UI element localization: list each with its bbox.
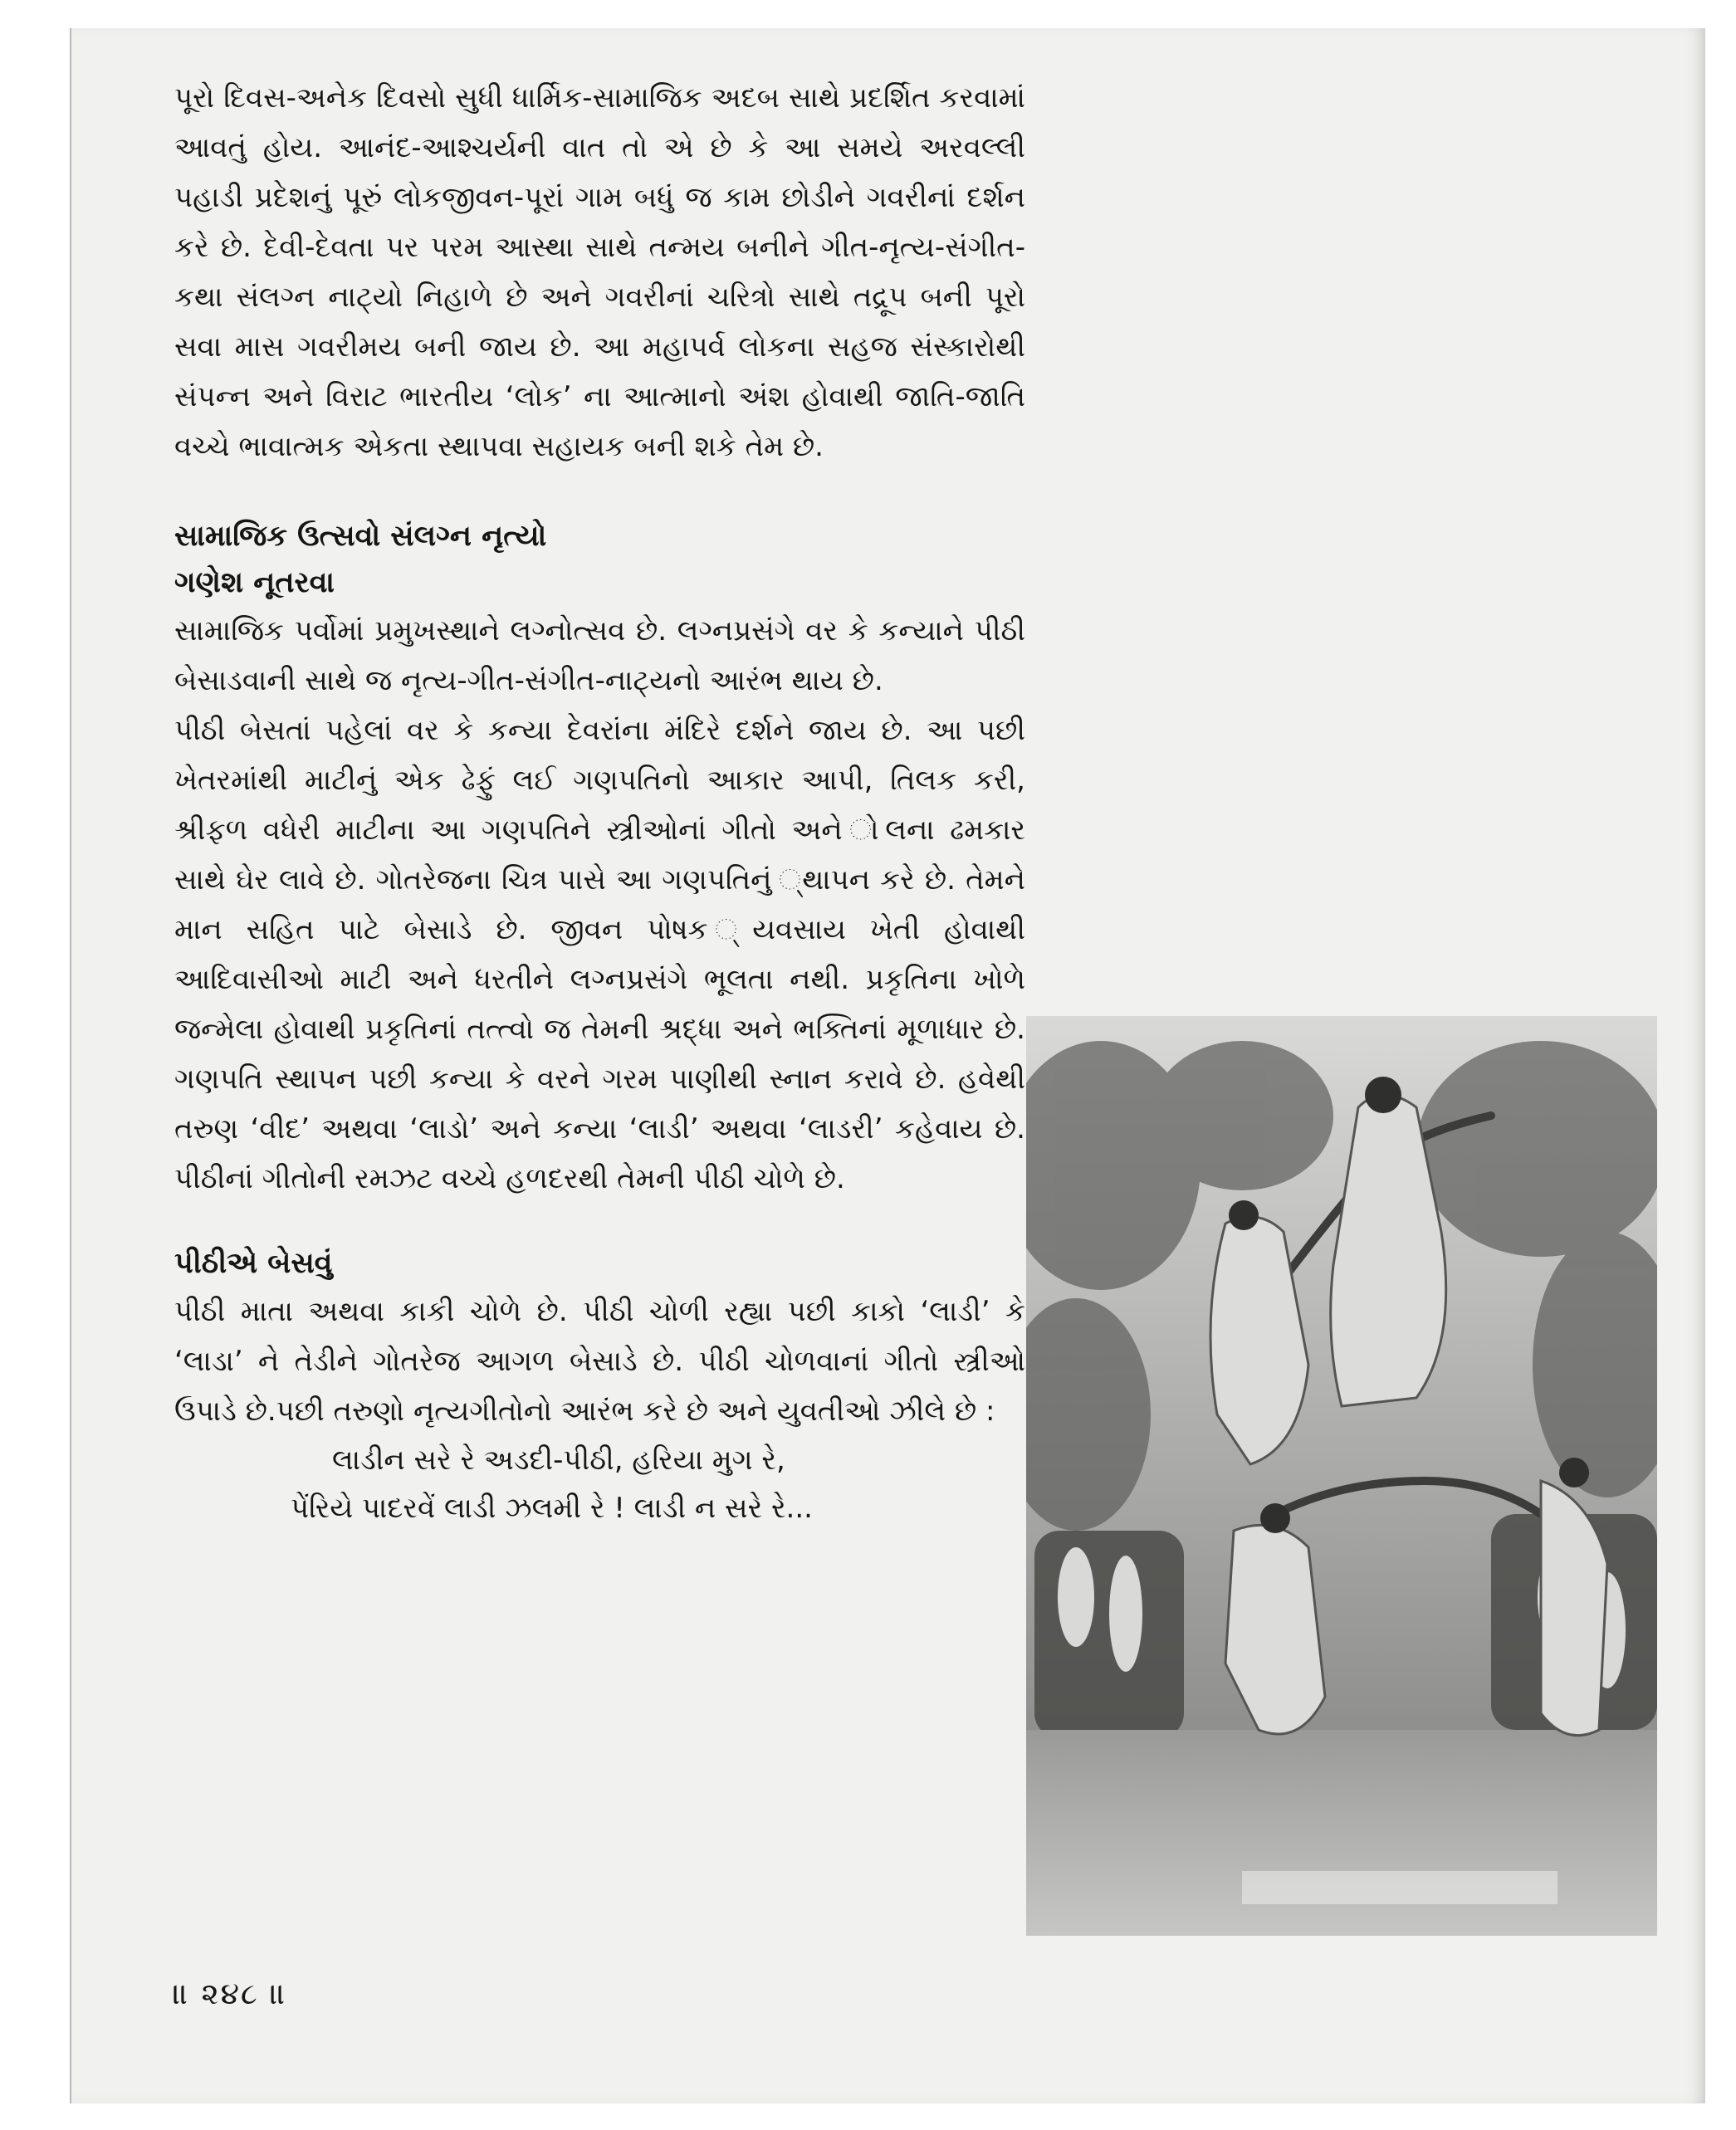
ganesh-paragraph-2: પીઠી બેસતાં પહેલાં વર કે કન્યા દેવરાંના મંદિરે દર્શને જાય છે. આ પછી ખેતરમાંથી માટીનું એક ઢેફું લઈ ગણપતિનો આકાર આપી, તિલક કરી, શ્રીફળ વધેરી માટીના આ ગણપતિને સ્ત્રીઓનાં ગીતો અને ોલના ઢમકાર સાથે ઘેર લાવે છે. ગોતરેજના ચિત્ર પાસે આ ગણપતિનું ્થાપન કરે છે. તેમને માન સહિત પાટે બેસાડે છે. જીવન પોષક ્યવસાય ખેતી હોવાથી આદિવાસીઓ માટી અને ધરતીને લગ્નપ્રસંગે ભૂલતા નથી. પ્રકૃતિના ખોળે જન્મેલા હોવાથી પ્રકૃતિનાં તત્ત્વો જ તેમની શ્રદ્ધા અને ભક્તિનાં મૂળાધાર છે. ગણપતિ સ્થાપન પછી કન્યા કે વરને ગરમ પાણીથી સ્નાન કરાવે છે. હવેથી તરુણ ‘વીદ’ અથવા ‘લાડો’ અને કન્યા ‘લાડી’ અથવા ‘લાડરી’ કહેવાય છે. પીઠીનાં ગીતોની રમઝટ વચ્ચે હળદરથી તેમની પીઠી ચોળે છે. [174,714,1025,1195]
page-number: ॥ ૨૪૮ ॥ [173,1977,288,2011]
subheading-pithi: પીઠીએ બેસવું [174,1247,333,1280]
page-edge [70,28,71,2103]
verse-line: લાડીન સરે રે અડદી-પીઠી, હરિયા મુગ રે, [332,1444,785,1477]
song-verse [174,1436,1025,1532]
page-body [174,73,1025,1532]
folk-dance-photo [1026,1016,1657,1936]
subheading-ganesh: ગણેશ નૂતરવા [174,566,335,599]
intro-paragraph: પૂરો દિવસ-અનેક દિવસો સુધી ધાર્મિક-સામાજિક અદબ સાથે પ્રદર્શિત કરવામાં આવતું હોય. આનંદ-આશ્ચર્યની વાત તો એ છે કે આ સમયે અરવલ્લી પહાડી પ્રદેશનું પૂરું લોકજીવન-પૂરાં ગામ બધું જ કામ છોડીને ગવરીનાં દર્શન કરે છે. દેવી-દેવતા પર પરમ આસ્થા સાથે તન્મય બનીને ગીત-નૃત્ય-સંગીત-કથા સંલગ્ન નાટ્યો નિહાળે છે અને ગવરીનાં ચરિત્રો સાથે તદ્રૂપ બની પૂરો સવા માસ ગવરીમય બની જાય છે. આ મહાપર્વ લોકના સહજ સંસ્કારોથી સંપન્ન અને વિરાટ ભારતીય ‘લોક’ ના આત્માનો અંશ હોવાથી જાતિ-જાતિ વચ્ચે ભાવાત્મક એકતા સ્થાપવા સહાયક બની શકે તેમ છે. [174,81,1025,463]
verse-line: પેંરિયે પાદરવેં લાડી ઝલમી રે ! લાડી ન સરે રે... [291,1492,813,1525]
pithi-paragraph: પીઠી માતા અથવા કાકી ચોળે છે. પીઠી ચોળી રહ્યા પછી કાકો ‘લાડી’ કે ‘લાડા’ ને તેડીને ગોતરેજ આગળ બેસાડે છે. પીઠી ચોળવાનાં ગીતો સ્ત્રીઓ ઉપાડે છે.પછી તરુણો નૃત્યગીતોનો આરંભ કરે છે અને યુવતીઓ ઝીલે છે : [174,1295,1025,1428]
section-heading: સામાજિક ઉત્સવો સંલગ્ન નૃત્યો [174,520,547,553]
ganesh-paragraph-1: સામાજિક પર્વોમાં પ્રમુખસ્થાને લગ્નોત્સવ છે. લગ્નપ્રસંગે વર કે કન્યાને પીઠી બેસાડવાની સાથે જ નૃત્ય-ગીત-સંગીત-નાટ્યનો આરંભ થાય છે. [174,614,1025,697]
